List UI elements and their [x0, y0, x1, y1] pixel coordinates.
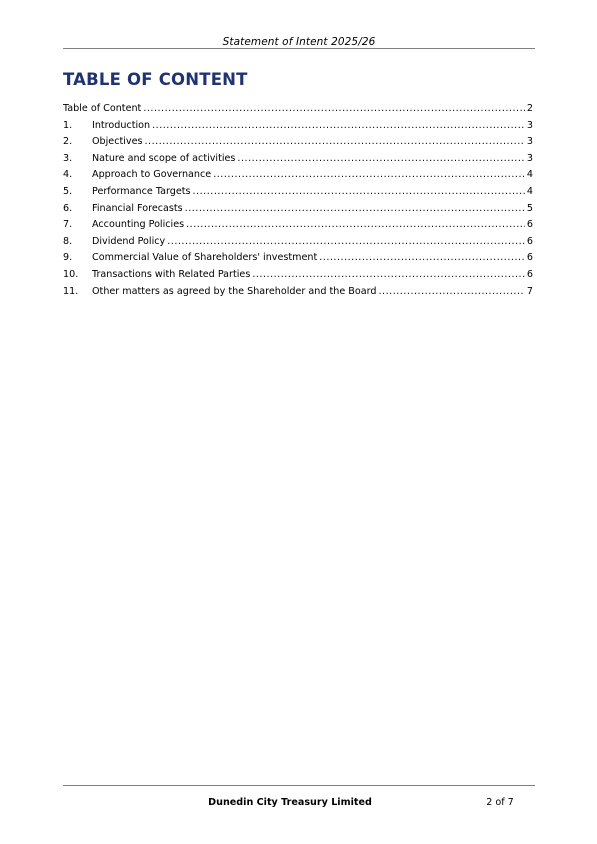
toc-entry-page: 3 — [526, 119, 533, 131]
toc-entry-label: Dividend Policy — [92, 235, 166, 247]
toc-entry-nature-and-scope[interactable] — [63, 151, 533, 168]
toc-entry-number: 9. — [63, 252, 73, 264]
toc-entry-page: 5 — [526, 202, 533, 214]
toc-entry-commercial-value[interactable] — [63, 250, 533, 267]
toc-entry-number: 4. — [63, 169, 73, 181]
toc-entry-number: 6. — [63, 202, 73, 214]
toc-leader-dots — [379, 284, 525, 301]
toc-leader-dots — [152, 118, 525, 135]
footer-organization: Dunedin City Treasury Limited — [208, 797, 372, 808]
toc-leader-dots — [185, 201, 525, 218]
header-divider — [63, 48, 535, 49]
toc-entry-page: 2 — [526, 103, 533, 114]
toc-leader-dots — [186, 217, 525, 234]
toc-entry-page: 6 — [526, 235, 533, 247]
footer-page-number: 2 of 7 — [486, 797, 514, 808]
toc-leader-dots — [167, 234, 525, 251]
toc-entry-performance-targets[interactable] — [63, 184, 533, 201]
toc-entry-page: 3 — [526, 136, 533, 148]
toc-entry-other-matters[interactable] — [63, 284, 533, 301]
toc-leader-dots — [145, 134, 525, 151]
toc-leader-dots — [252, 267, 525, 284]
toc-leader-dots — [319, 250, 525, 267]
toc-entry-label: Transactions with Related Parties — [92, 268, 251, 280]
toc-leader-dots — [213, 167, 525, 184]
toc-entry-objectives[interactable] — [63, 134, 533, 151]
toc-entry-page: 6 — [526, 252, 533, 264]
toc-entry-number: 1. — [63, 119, 73, 131]
toc-entry-label: Accounting Policies — [92, 219, 185, 231]
toc-entry-table-of-content[interactable] — [63, 101, 533, 118]
toc-leader-dots — [193, 184, 525, 201]
table-of-contents — [63, 101, 533, 300]
toc-entry-page: 4 — [526, 185, 533, 197]
page-header: Statement of Intent 2025/26 — [222, 36, 376, 48]
toc-entry-label: Introduction — [92, 119, 151, 131]
toc-entry-page: 7 — [526, 285, 533, 297]
toc-entry-number: 3. — [63, 152, 73, 164]
footer-divider — [63, 785, 535, 786]
page-title: TABLE OF CONTENT — [63, 70, 248, 89]
toc-entry-page: 6 — [526, 268, 533, 280]
toc-entry-number: 7. — [63, 219, 73, 231]
toc-entry-number: 2. — [63, 136, 73, 148]
toc-leader-dots — [143, 101, 525, 118]
toc-entry-page: 3 — [526, 152, 533, 164]
toc-entry-dividend-policy[interactable] — [63, 234, 533, 251]
toc-entry-accounting-policies[interactable] — [63, 217, 533, 234]
toc-entry-label: Commercial Value of Shareholders' investment — [92, 252, 318, 264]
toc-entry-page: 6 — [526, 219, 533, 231]
toc-entry-label: Financial Forecasts — [92, 202, 183, 214]
toc-entry-number: 5. — [63, 185, 73, 197]
toc-entry-label: Objectives — [92, 136, 143, 148]
toc-entry-number: 11. — [63, 285, 79, 297]
toc-entry-label: Nature and scope of activities — [92, 152, 236, 164]
toc-leader-dots — [237, 151, 524, 168]
toc-entry-related-parties[interactable] — [63, 267, 533, 284]
toc-entry-approach-to-governance[interactable] — [63, 167, 533, 184]
toc-entry-label: Table of Content — [63, 103, 142, 114]
toc-entry-number: 8. — [63, 235, 73, 247]
toc-entry-label: Approach to Governance — [92, 169, 212, 181]
toc-entry-financial-forecasts[interactable] — [63, 201, 533, 218]
toc-entry-label: Other matters as agreed by the Shareholder and the Board — [92, 285, 377, 297]
toc-entry-page: 4 — [526, 169, 533, 181]
toc-entry-number: 10. — [63, 268, 79, 280]
toc-entry-introduction[interactable] — [63, 118, 533, 135]
toc-entry-label: Performance Targets — [92, 185, 191, 197]
